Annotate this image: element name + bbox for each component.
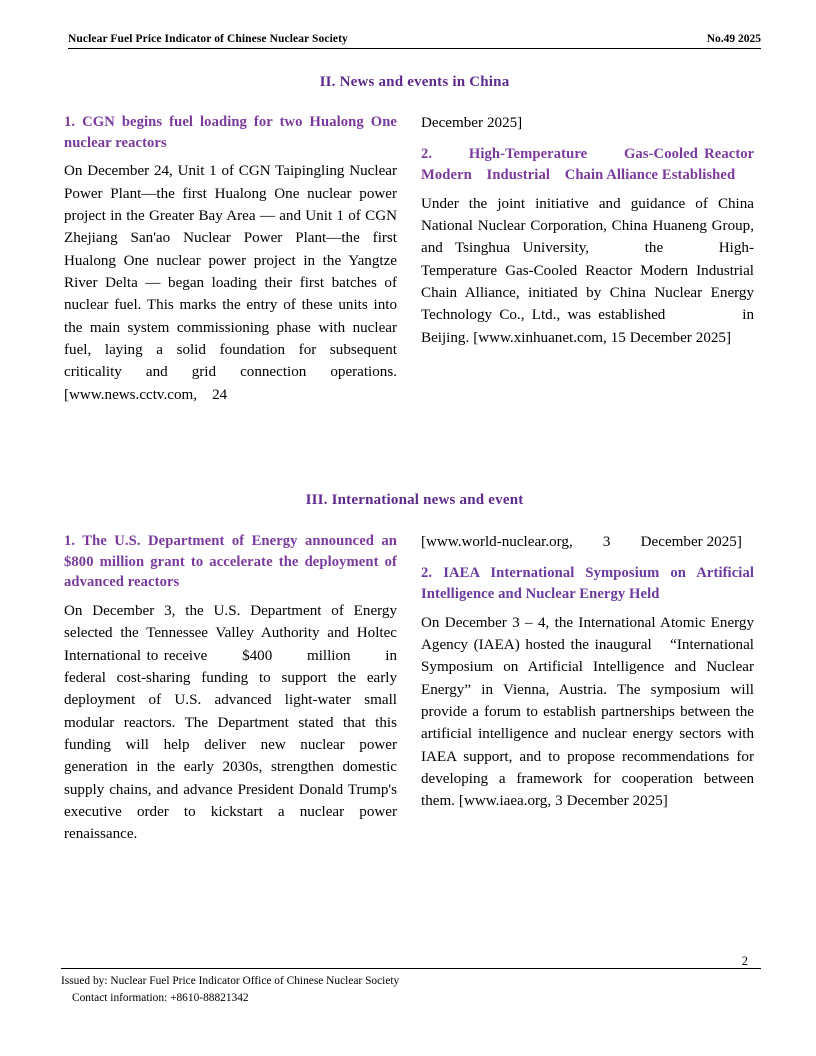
- article-heading-doe-grant: 1. The U.S. Department of Energy announced an $800 million grant to accelerate the deployment of advanced reactors: [64, 533, 397, 591]
- section-3-right-column: [421, 531, 754, 819]
- article-body-cgn-fuel-loading-continued: December 2025]: [421, 115, 523, 131]
- document-header: [68, 33, 761, 49]
- document-footer: [61, 968, 761, 1006]
- section-title-news-china: II. News and events in China: [319, 74, 510, 90]
- header-issue-number: No.49 2025: [706, 33, 761, 45]
- article-body-doe-grant-source: [www.world-nuclear.org, 3 December 2025]: [421, 534, 742, 550]
- article-heading-cgn-fuel-loading: 1. CGN begins fuel loading for two Hualong One nuclear reactors: [64, 114, 397, 151]
- article-heading-htgr-alliance: 2. High-Temperature Gas-Cooled Reactor Modern Industrial Chain Alliance Established: [421, 146, 769, 184]
- page-number: 2: [741, 954, 748, 968]
- article-heading-iaea-symposium: 2. IAEA International Symposium on Artificial Intelligence and Nuclear Energy Held: [421, 565, 754, 603]
- section-2-left-column: [64, 112, 413, 412]
- footer-contact: Contact information: +8610-88821342: [72, 991, 249, 1004]
- section-2-right-column: [421, 112, 815, 355]
- article-body-cgn-fuel-loading: On December 24, Unit 1 of CGN Taipingling Nuclear Power Plant—the first Hualong One nuclear power project in the Greater Bay Area — and Unit 1 of CGN Zhejiang San'ao Nuclear Power Plant—the first Hualong One nuclear power project in the Yangtze River Delta — began loading their first batches of nuclear fuel. This marks the entry of these units into the main system commissioning phase with nuclear fuel, laying a solid foundation for subsequent criticality and grid connection operations. [www.news.cctv.com, 24: [64, 163, 413, 403]
- header-publication-title: Nuclear Fuel Price Indicator of Chinese Nuclear Society: [68, 33, 348, 45]
- article-body-iaea-symposium: On December 3 – 4, the International Atomic Energy Agency (IAEA) hosted the inaugural “International Symposium on Artificial Intelligence and Nuclear Energy” in Vienna, Austria. The symposium will provide a forum to establish partnerships between the artificial intelligence and nuclear energy sectors with IAEA support, and to propose recommendations for developing a framework for cooperation between them. [www.iaea.org, 3 December 2025]: [421, 614, 754, 810]
- section-title-international-news: III. International news and event: [305, 492, 524, 508]
- article-body-htgr-alliance: Under the joint initiative and guidance of China National Nuclear Corporation, China Huaneng Group, and Tsinghua University, the High-Temperature Gas-Cooled Reactor Modern Industrial Chain Alliance, initiated by China Nuclear Energy Technology Co., Ltd., was established in Beijing. [www.xinhuanet.com, 15 December 2025]: [421, 195, 815, 346]
- section-3-left-column: [64, 531, 428, 852]
- footer-issued-by: Issued by: Nuclear Fuel Price Indicator Office of Chinese Nuclear Society: [61, 975, 400, 987]
- article-body-doe-grant: On December 3, the U.S. Department of Energy selected the Tennessee Valley Authority and Holtec International to receive $400 million in federal cost-sharing funding to support the early deployment of U.S. advanced light-water small modular reactors. The Department stated that this funding will help deliver new nuclear power generation in the early 2030s, strengthen domestic supply chains, and advance President Donald Trump's executive order to kickstart a nuclear power renaissance.: [64, 603, 428, 843]
